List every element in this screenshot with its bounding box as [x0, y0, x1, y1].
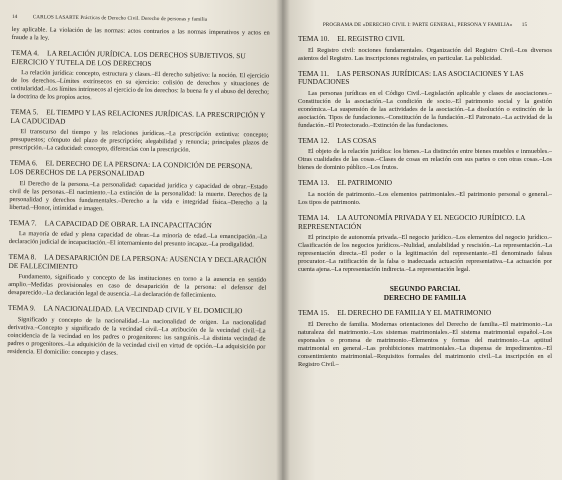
tema-heading — [10, 108, 268, 129]
tema-paragraph: Fundamento, significado y concepto de las instituciones en torno a la ausencia en sentido amplio.–Medidas provisionales en caso de desaparición de la persona: el defensor del desaparecido.–La declaración legal de ausencia.–La declaración de fallecimiento. — [8, 273, 267, 300]
tema-heading — [298, 214, 552, 231]
tema-paragraph: El Registro civil: nociones fundamentales. Organización del Registro Civil.–Los diversos asientos del Registro. Las inscripciones registrales, en particular. La publicidad. — [298, 46, 552, 62]
tema-title: EL TIEMPO Y LAS RELACIONES JURÍDICAS. LA PRESCRIPCIÓN Y LA CADUCIDAD — [10, 107, 266, 126]
tema-title: LA NACIONALIDAD. LA VECINDAD CIVIL Y EL DOMICILIO — [43, 303, 243, 316]
tema-heading — [8, 304, 266, 316]
tema-title: LA DESAPARICIÓN DE LA PERSONA: AUSENCIA Y DECLARACIÓN DE FALLECIMIENTO — [8, 252, 267, 271]
tema-heading — [298, 179, 552, 188]
tema-title: LA AUTONOMÍA PRIVADA Y EL NEGOCIO JURÍDICO. LA REPRESENTACIÓN — [298, 212, 526, 231]
tema-paragraph: El principio de autonomía privada.–El negocio jurídico.–Los elementos del negocio jurídico.–Clasificación de los negocios jurídicos.–Nulidad, anulabilidad y rescisión.–La representación.–La representación directa.–El poder o la legitimación del representante.–El denominado falsus procurator.–La ratificación de la falsa o inadecuada actuación representativa.–La actuación por cuenta ajena.–La representación indirecta.–La representación legal. — [298, 234, 552, 274]
tema-number: TEMA 14. — [298, 212, 330, 222]
tema-number: TEMA 15. — [298, 308, 330, 318]
intro-paragraph: ley aplicable. La violación de las normas: actos contrarios a las normas imperativos y actos en fraude a la ley. — [11, 25, 270, 42]
tema-number: TEMA 10. — [298, 34, 330, 43]
tema-heading — [10, 159, 268, 180]
right-page — [282, 0, 562, 480]
left-page-number: 14 — [11, 14, 18, 21]
tema-paragraph: El objeto de la relación jurídica: los bienes.–La distinción entre bienes muebles e inmuebles.–Otras cualidades de las cosas.–Clases de cosas en relación con sus partes o con otras cosas.–Los bienes de dominio público.–Los frutos. — [298, 148, 552, 172]
tema-title: LA RELACIÓN JURÍDICA. LOS DERECHOS SUBJETIVOS. SU EJERCICIO Y TUTELA DE LOS DERECHOS — [11, 48, 246, 68]
tema-title: EL DERECHO DE FAMILIA Y EL MATRIMONIO — [337, 308, 492, 318]
tema-heading — [11, 49, 269, 70]
tema-heading — [298, 70, 552, 87]
tema-title: EL REGISTRO CIVIL — [337, 34, 405, 43]
tema-number: TEMA 8. — [8, 252, 37, 262]
right-running-head-text: PROGRAMA DE «DERECHO CIVIL I: PARTE GENERAL, PERSONA Y FAMILIA» — [322, 22, 513, 28]
left-page-content — [7, 14, 270, 360]
tema-number: TEMA 11. — [298, 68, 329, 78]
tema-title: LAS PERSONAS JURÍDICAS: LAS ASOCIACIONES Y LAS FUNDACIONES — [298, 68, 524, 87]
tema-title: EL DERECHO DE LA PERSONA: LA CONDICIÓN DE PERSONA. LOS DERECHOS DE LA PERSONALIDAD — [9, 158, 253, 178]
tema-number: TEMA 6. — [9, 158, 38, 168]
tema-number: TEMA 7. — [9, 217, 37, 227]
tema-heading — [298, 309, 552, 318]
tema-title: EL PATRIMONIO — [337, 178, 393, 188]
left-running-head — [12, 14, 270, 24]
section-subtitle: DERECHO DE FAMILIA — [383, 293, 467, 303]
tema-paragraph: Las personas jurídicas en el Código Civil.–Legislación aplicable y clases de asociaciones.–Constitución de la asociación.–La condición de socio.–El patrimonio social y la gestión económica.–La suspensión de las actividades de la asociación.–La disolución o extinción de la asociación. Tipos de fundaciones.–Constitución de la fundación.–El Patronato.–La actividad de la fundación.–El Protectorado.–Extinción de las fundaciones. — [298, 89, 552, 129]
tema-number: TEMA 12. — [298, 135, 330, 145]
right-page-content — [298, 22, 552, 369]
tema-paragraph: El transcurso del tiempo y las relaciones jurídicas.–La prescripción extintiva: concepto; presupuestos; cómputo del plazo de prescripción; alegabilidad y renuncia; principales plazos de prescripción.–La caducidad: concepto, diferencias con la prescripción. — [10, 128, 269, 154]
book-gutter — [276, 0, 290, 480]
tema-heading — [8, 253, 266, 274]
tema-paragraph: El Derecho de la persona.–La personalidad: capacidad jurídica y capacidad de obrar.–Estado civil de las personas.–El nacimiento.–La extinción de la personalidad: la muerte. Derechos de la personalidad y derechos fundamentales.–Derecho a la vida e integridad física.–Derecho a la libertad.–Honor, intimidad e imagen. — [9, 179, 268, 212]
tema-number: TEMA 5. — [10, 107, 39, 117]
tema-heading — [298, 137, 552, 146]
tema-number: TEMA 9. — [7, 303, 36, 313]
tema-paragraph: La mayoría de edad y plena capacidad de obrar.–La minoría de edad.–La emancipación.–La declaración judicial de incapacitación.–El internamiento del presunto incapaz.–La prodigalidad. — [8, 230, 267, 249]
tema-number: TEMA 4. — [11, 47, 40, 58]
section-title: SEGUNDO PARCIAL — [389, 284, 461, 294]
tema-title: LAS COSAS — [337, 135, 377, 145]
tema-paragraph: El Derecho de familia. Modernas orientaciones del Derecho de familia.–El matrimonio.–La naturaleza del matrimonio.–Los sistemas matrimoniales.–El sistema matrimonial español.–Los esponsales o promesa de matrimonio.–Elementos y formas del matrimonio.–La aptitud matrimonial en general.–Las prohibiciones matrimoniales.–La dispensa de impedimentos.–El consentimiento matrimonial.–Requisitos formales del matrimonio civil.–La inscripción en el Registro Civil.– — [298, 320, 552, 368]
tema-heading — [9, 219, 267, 231]
tema-paragraph: La relación jurídica: concepto, estructura y clases.–El derecho subjetivo: la noción. El ejercicio de los derechos.–Límites extrínsecos en su ejercicio: colisión de derechos y situaciones de cotitularidad.–Los límites intrínsecos al ejercicio de los derechos: la buena fe y el abuso del derecho; la doctrina de los propios actos. — [10, 69, 270, 102]
tema-heading — [298, 35, 552, 44]
tema-paragraph: Significado y concepto de la nacionalidad.–La nacionalidad de origen. La nacionalidad derivativa.–Concepto y significado de la vecindad civil.–La atribución de la vecindad civil.–La coincidencia de la vecindad en los padres o progenitores: ius sanguinis.–La distinta vecindad de padres o progenitores.–La adquisición de la vecindad civil en virtud de opción.–La adquisición por residencia. El domicilio: concepto y clases. — [7, 316, 266, 357]
tema-paragraph: La noción de patrimonio.–Los elementos patrimoniales.–El patrimonio personal o general.–Los tipos de patrimonio. — [298, 190, 552, 206]
tema-number: TEMA 13. — [298, 178, 330, 188]
tema-title: LA CAPACIDAD DE OBRAR. LA INCAPACITACIÓN — [44, 218, 212, 230]
right-running-head — [298, 22, 552, 28]
right-page-number: 15 — [521, 22, 528, 28]
left-running-head-text: CARLOS LASARTE Prácticas de Derecho Civil. Derecho de personas y familia — [32, 14, 208, 23]
